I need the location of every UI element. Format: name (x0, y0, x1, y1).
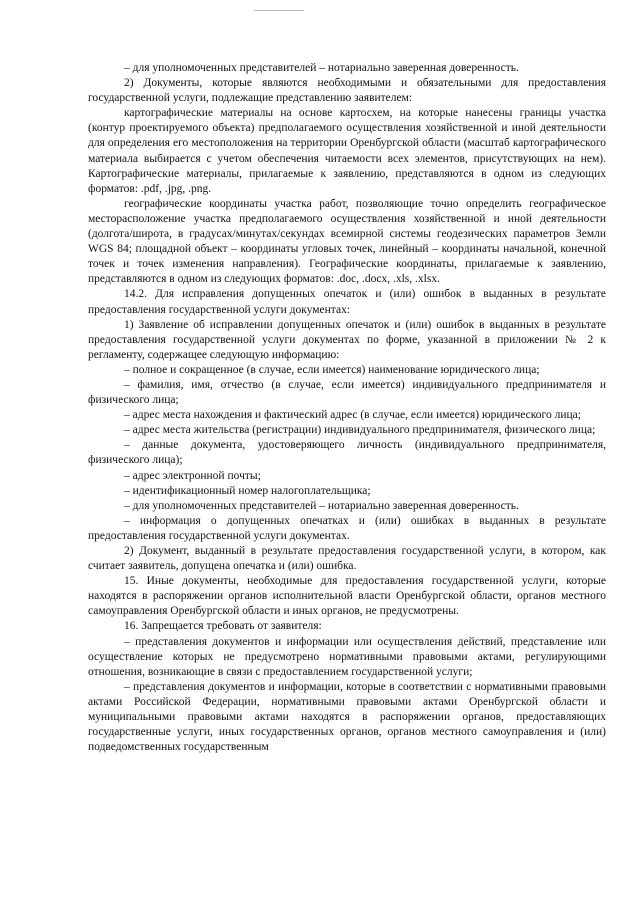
paragraph: – полное и сокращенное (в случае, если имеется) наименование юридического лица; (124, 363, 540, 376)
paragraph: – данные документа, удостоверяющего личность (индивидуального предпринимателя, физического лица); (88, 439, 606, 467)
paragraph: 2) Документы, которые являются необходимыми и обязательными для предоставления государственной услуги, подлежащие представлению заявителем: (88, 77, 606, 105)
paragraph: 2) Документ, выданный в результате предоставления государственной услуги, в котором, как считает заявитель, допущена опечатка и (или) ошибка. (88, 545, 606, 573)
paragraph: географические координаты участка работ, позволяющие точно определить географическое месторасположение участка предполагаемого осуществления хозяйственной и иной деятельности (долгота/широта, в градусах/минутах/секундах всемирной системы геодезических параметров Земли WGS 84; площадной объект – координаты угловых точек, линейный – координаты начальной, конечной точек и точек изменения направления). Географические координаты, прилагаемые к заявлению, представляются в одном из следующих форматов: .doc, .docx, .xls, .xlsx. (88, 197, 606, 286)
paragraph: – адрес электронной почты; (124, 469, 261, 482)
paragraph: картографические материалы на основе картосхем, на которые нанесены границы участка (контур проектируемого объекта) предполагаемого осуществления хозяйственной и иной деятельности для определения его местоположения на территории Оренбургской области (масштаб картографического материала выбирается с учетом обеспечения читаемости всех элементов, присутствующих на нем). Картографические материалы, прилагаемые к заявлению, представляются в одном из следующих форматов: .pdf, .jpg, .png. (88, 107, 606, 195)
paragraph: 15. Иные документы, необходимые для предоставления государственной услуги, которые находятся в распоряжении органов исполнительной власти Оренбургской области, органов местного самоуправления Оренбургской области и иных органов, не предусмотрены. (88, 575, 606, 618)
paragraph: – адрес места нахождения и фактический адрес (в случае, если имеется) юридического лица; (124, 409, 581, 422)
document-body (88, 61, 606, 755)
paragraph: – представления документов и информации, которые в соответствии с нормативными правовыми актами Российской Федерации, нормативными правовыми актами Оренбургской области и муниципальными правовыми актами находятся в распоряжении органов, предоставляющих государственные услуги, иных государственных органов, органов местного самоуправления и (или) подведомственных государственным (88, 680, 606, 754)
paragraph: – представления документов и информации или осуществления действий, представление или осуществление которых не предусмотрено нормативными правовыми актами, регулирующими отношения, возникающие в связи с предоставлением государственной услуги; (88, 635, 606, 678)
paragraph: 14.2. Для исправления допущенных опечаток и (или) ошибок в выданных в результате предоставления государственной услуги документах: (88, 288, 606, 316)
paragraph: – идентификационный номер налогоплательщика; (124, 484, 371, 497)
paragraph: – для уполномоченных представителей – нотариально заверенная доверенность. (124, 62, 519, 74)
page-top-mark (254, 10, 304, 11)
paragraph: 1) Заявление об исправлении допущенных опечаток и (или) ошибок в выданных в результате предоставления государственной услуги документах по форме, указанной в приложении № 2 к регламенту, содержащее следующую информацию: (88, 318, 606, 361)
paragraph: – фамилия, имя, отчество (в случае, если имеется) индивидуального предпринимателя и физического лица; (88, 378, 606, 407)
paragraph: – для уполномоченных представителей – нотариально заверенная доверенность. (124, 499, 519, 512)
paragraph: – адрес места жительства (регистрации) индивидуального предпринимателя, физического лица; (124, 424, 596, 437)
paragraph: – информация о допущенных опечатках и (или) ошибках в выданных в результате предоставления государственной услуги документах. (88, 514, 606, 542)
paragraph: 16. Запрещается требовать от заявителя: (124, 620, 322, 633)
